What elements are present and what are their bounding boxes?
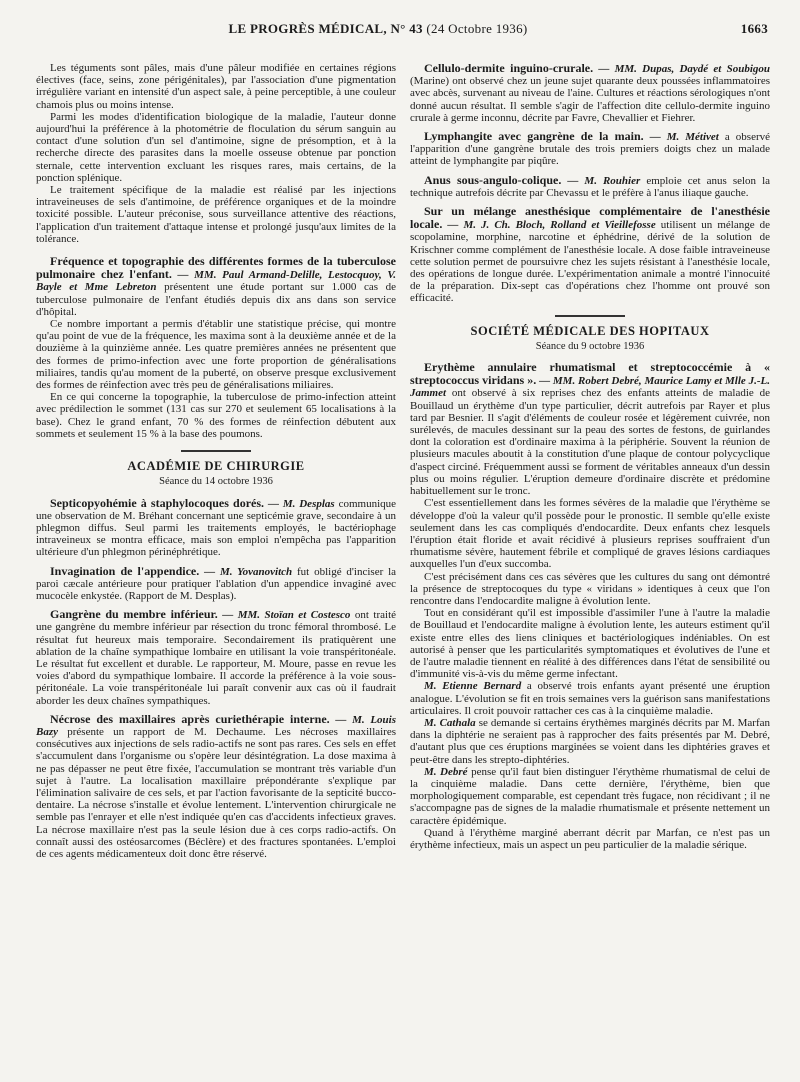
article-paragraph: Ce nombre important a permis d'établir une statistique précise, qui montre qu'au point de vue de la fréquence, les maxima sont à la deuxième année et de la douzième à la quinzième année. Les quatre premières années ne présentent que des formes de primo-infection avec une forte proportion de généralisations miliaires, tandis qu'au moment de la puberté, on observe presque exclusivement des formes de réinfection avec très peu de généralisations miliaires.: [36, 318, 396, 392]
article-title: Septicopyohémie à staphylocoques dorés.: [50, 495, 265, 510]
article-anus: [410, 174, 770, 199]
article-text: (Marine) ont observé chez un jeune sujet quarante deux poussées inflammatoires avec abcès, survenant au niveau de l'aine. Cultures et réactions sérologiques n'ont donné aucun résultat. Il semble s'agir de l'affection dite cellulo-dermite inguino crurale à germe inconnu, décrite par Favre, Chevallier et Fiehrer.: [410, 75, 770, 124]
article-text: présentent une étude portant sur 1.000 cas de tuberculose pulmonaire de l'enfant étudiés depuis dix ans dans son service d'hôpital.: [36, 281, 397, 318]
article-text: fut obligé d'inciser la paroi cæcale antérieure pour pratiquer l'ablation d'un appendice invaginé avec mucocèle enkystée. (Rapport de M. Desplas).: [36, 565, 397, 602]
section-divider: [555, 315, 625, 317]
article-authors: — MM. Robert Debré, Maurice Lamy et Mlle J.-L. Jammet: [410, 375, 770, 400]
intro-paragraph: Les téguments sont pâles, mais d'une pâleur modifiée en certaines régions électives (face, seins, zone périgénitales), par l'association d'une pigmentation irrégulière variant en intensité d'un aspect sale, à peine perceptible, à une couleur chamois plus ou moins intense.: [36, 62, 396, 111]
discussant-name: M. Etienne Bernard: [424, 680, 522, 693]
article-title: Fréquence et topographie des différentes formes de la tuberculose pulmonaire chez l'enfant.: [36, 254, 396, 282]
seance-date: Séance du 9 octobre 1936: [535, 340, 645, 352]
article-authors: — M. Louis Bazy: [36, 713, 396, 738]
article-text: utilisent un mélange de scopolamine, morphine, narcotine et éphédrine, dérivé de la solution de Krischner comme complément de l'anesthésie locale. A dose faible intraveineuse cette solution permet de poursuivre chez les sujets résistant à l'anesthésie locale, des opérations de longue durée. L'expérimentation animale a montré l'innocuité de la préparation. Dix-sept cas d'opérations chez l'homme ont prouvé son efficacité.: [410, 219, 771, 305]
article-title: Erythème annulaire rhumatismal et streptococcémie à « streptococcus viridans ».: [410, 360, 770, 388]
article-authors: — MM. Paul Armand-Delille, Lestocquoy, V. Bayle et Mme Lebreton: [36, 269, 396, 294]
discussion-text: se demande si certains érythèmes marginés décrits par M. Marfan dans la diphtérie ne seraient pas à rapprocher des faits présentés par M. Debré, d'autant plus que ces éruptions marginées se voient dans les diphtéries graves et peut-être dans les strepto-diphtéries.: [410, 716, 771, 766]
article-title: Invagination de l'appendice.: [50, 563, 200, 578]
article-authors: — MM. Stoïan et Costesco: [222, 609, 351, 622]
article-paragraph: C'est précisément dans ces cas sévères que les cultures du sang ont démontré la présence de streptocoques du type « viridans » identiques à ceux que l'on rencontre dans l'endocardite maligne à évolution lente.: [410, 570, 770, 607]
right-column: [410, 62, 770, 857]
section-title-academie: ACADÉMIE DE CHIRURGIE: [127, 459, 305, 474]
discussion-text: pense qu'il faut bien distinguer l'érythème rhumatismal de celui de la cinquième maladie. Dans cette dernière, l'érythème, bien que morphologiquement comparable, est cependant très fugace, non récidivant ; il ne s'accompagne pas de signes de la maladie rhumatismale et présente nettement un caractère épidémique.: [410, 765, 771, 827]
page-number: 1663: [740, 21, 768, 36]
article-text: présente un rapport de M. Dechaume. Les nécroses maxillaires consécutives aux injections de sels radio-actifs ne sont pas rares. Ces sels en effet s'accumulent dans l'organisme ou s'opère leur désintégration. La dose maxima à ne pas dépasser ne peut être fixée, l'accumulation se montrant très variable d'un sujet à l'autre. La localisation maxillaire prépondérante s'explique par l'élimination salivaire de ces sels, et par l'action favorisante de la septicité bucco-dentaire. La nécrose s'installe et évolue lentement. L'intervention chirurgicale ne semble pas l'enrayer et elle n'est indiquée qu'en cas d'accidents infectieux graves. La nécrose maxillaire n'est pas la seule lésion due à ces corps radio-actifs. On connaît aussi des ostéosarcomes (Béclère) et des fractures spontanées. L'emploi de ces agents médicamenteux doit donc être réservé.: [36, 725, 397, 860]
article-cellulo-dermite: [410, 62, 770, 124]
issue-date: (24 Octobre 1936): [426, 21, 528, 36]
section-divider: [181, 450, 251, 452]
article-septicopyohemie: [36, 497, 396, 559]
discussion-text: a observé trois enfants ayant présenté une éruption analogue. L'évolution se fit en trois semaines vers la guérison sans manifestations articulaires. Il croit pouvoir rattacher ces cas à la cinquième maladie.: [410, 680, 770, 717]
intro-paragraph: Parmi les modes d'identification biologique de la maladie, l'auteur donne aujourd'hui la préférence à la photométrie de floculation du sérum sanguin au contact d'une solution d'un sel d'antimoine, signe de présomption, et à la recherche directe des parasites dans la moelle osseuse obtenue par ponction sternale, cette intervention excluant les risques rares, mais certains, de la ponction splénique.: [36, 110, 396, 184]
article-text: emploie cet anus selon la technique autrefois décrite par Chevassu et le préfère à l'anus iliaque gauche.: [410, 174, 771, 199]
article-authors: — M. J. Ch. Bloch, Rolland et Vieillefosse: [447, 219, 656, 232]
article-title: Nécrose des maxillaires après curiethérapie interne.: [50, 711, 330, 726]
intro-paragraph: Le traitement spécifique de la maladie est réalisé par les injections intraveineuses de sels d'antimoine, de préférence organiques et de la moindre toxicité possible. L'auteur préconise, sous surveillance attentive des réactions, l'application d'un traitement d'attaque intense et prolongé jusqu'aux limites de la tolérance.: [36, 184, 396, 245]
page-header: [38, 21, 770, 37]
article-text: ont observé à six reprises chez des enfants atteints de maladie de Bouillaud un érythème d'un type particulier, décrit autrefois par Rayer et plus tard par Besnier. Il s'agit d'éléments de couleur rosée et légèrement cuivrée, non surélevés, de macules dessinant sur la peau des sortes de festons, de guirlandes dont la coloration est d'ordinaire maxima à la périphérie. Souvent la réunion de plusieurs macules aboutit à la constitution d'une plaque de contour polycyclique d'aspect circiné. Fréquemment aussi se forment de véritables anneaux d'un dessin plus ou moins régulier. L'éruption demeure d'ordinaire discrète et prédomine habituellement sur le tronc.: [410, 387, 771, 498]
seance-date: Séance du 14 octobre 1936: [159, 476, 273, 488]
journal-title: LE PROGRÈS MÉDICAL, N° 43: [228, 21, 423, 36]
article-paragraph: Tout en considérant qu'il est impossible d'assimiler l'une à l'autre la maladie de Bouillaud et l'endocardite maligne à évolution lente, les auteurs estiment qu'il existe entre elles des liens cliniques et bactériologiques indéniables. On est autorisé à penser que les particularités symptomatiques et évolutives de l'une et de l'autre maladie tiennent en réalité à des différences dans l'état de sensibilité ou d'immunité vis-à-vis du même germe infectant.: [410, 607, 770, 681]
article-paragraph: C'est essentiellement dans les formes sévères de la maladie que l'érythème se développe d'où la valeur qu'il possède pour le pronostic. Il semble qu'elle existe seulement dans les cas compliqués d'endocardite. Deux enfants chez lesquels l'éruption était floride et avait récidivé à plusieurs reprises souffraient d'un rhumatisme sévère, hautement fébrile et compliqué de graves lésions cardiaques auxquelles l'un d'eux succomba.: [410, 497, 770, 571]
left-column: [36, 62, 396, 866]
article-authors: — MM. Dupas, Daydé et Soubigou: [598, 63, 770, 75]
article-title: Anus sous-angulo-colique.: [424, 172, 562, 187]
article-authors: — M. Desplas: [267, 497, 335, 510]
discussant-name: M. Debré: [424, 765, 468, 778]
article-authors: — M. Yovanovitch: [204, 565, 293, 578]
article-invagination: [36, 565, 396, 603]
discussant-name: M. Cathala: [424, 716, 476, 729]
running-head: [38, 21, 718, 37]
article-text: ont traité une gangrène du membre inférieur par résection du tronc fémoral thrombosé. Le résultat fut heureux mais temporaire. Secondairement ils pratiquèrent une ablation de la chaîne sympathique lombaire en utilisant la voie transpéritonéale. Le résultat fut excellent et durable. Le rapporteur, M. Moure, passe en revue les voies d'abord du sympathique lombaire. Il accorde la préférence à la voie sous-péritonéale. La voie transpéritonéale lui paraît convenir aux cas où il faudrait aborder les deux chaînes sympathiques.: [36, 609, 397, 707]
article-gangrene: [36, 608, 396, 707]
closing-paragraph: Quand à l'érythème marginé aberrant décrit par Marfan, ce n'est pas un érythème infectieux, mais un aspect un peu particulier de la maladie sérique.: [410, 826, 770, 851]
article-title: Cellulo-dermite inguino-crurale.: [424, 61, 594, 75]
article-paragraph: En ce qui concerne la topographie, la tuberculose de primo-infection atteint avec prédilection le sommet (131 cas sur 270 et seulement 65 localisations à la base). Chez le grand enfant, 70 % des formes de réinfection débutent aux sommets et seulement 15 % à la base des poumons.: [36, 391, 396, 440]
article-authors: — M. Métivet: [649, 131, 719, 144]
section-title-societe: SOCIÉTÉ MÉDICALE DES HOPITAUX: [470, 323, 710, 338]
article-necrose: [36, 713, 396, 860]
article-title: Gangrène du membre inférieur.: [50, 607, 218, 622]
article-text: communique une observation de M. Bréhant concernant une septicémie grave, secondaire à un phlegmon diffus. Seul parmi les traitements employés, le bactériophage intraveineux se montra efficace, mais son emploi n'empêcha pas l'apparition ultérieure d'un phlegmon périnéphrétique.: [36, 497, 397, 559]
article-title: Lymphangite avec gangrène de la main.: [424, 129, 644, 144]
article-text: a observé l'apparition d'une gangrène brutale des trois premiers doigts chez un malade atteint de lymphangite par piqûre.: [410, 131, 771, 168]
article-lymphangite: [410, 130, 770, 168]
article-title: Sur un mélange anesthésique complémentaire de l'anesthésie locale.: [410, 204, 770, 232]
article-authors: — M. Rouhier: [567, 174, 641, 187]
article-tuberculose: [36, 255, 396, 440]
article-anesthesie: [410, 205, 770, 305]
article-erytheme: [410, 361, 770, 851]
